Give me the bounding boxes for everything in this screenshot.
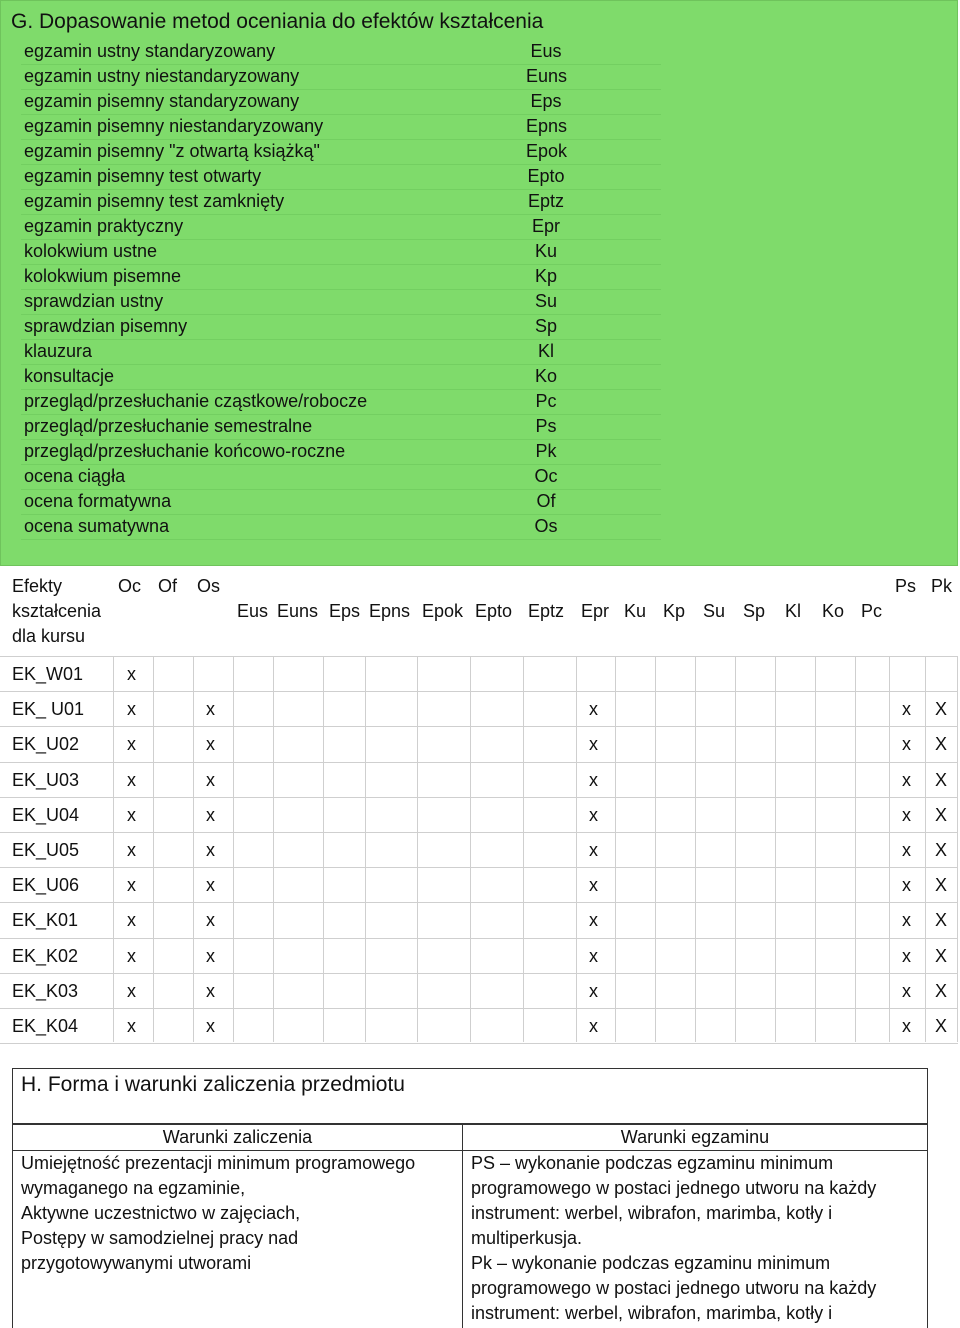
text-line: Aktywne uczestnictwo w zajęciach, [21, 1203, 301, 1223]
cell-os: x [206, 875, 215, 896]
cell-oc: x [127, 769, 136, 790]
method-name: egzamin praktyczny [24, 216, 184, 236]
method-code: Eus [530, 41, 562, 61]
cell-oc: x [127, 910, 136, 931]
header-sp: Sp [743, 601, 766, 621]
table-row [0, 797, 958, 832]
header-su: Su [703, 601, 726, 621]
header-epns: Epns [369, 601, 411, 621]
method-name: egzamin pisemny test otwarty [24, 166, 262, 186]
cell-oc: x [127, 980, 136, 1001]
cell-oc: x [127, 734, 136, 755]
method-row [21, 489, 661, 515]
method-code: Kp [534, 266, 558, 286]
method-code: Ku [534, 241, 558, 261]
row-label: EK_ U01 [12, 699, 85, 720]
cell-ps: x [902, 734, 911, 755]
cell-oc: x [127, 699, 136, 720]
method-name: przegląd/przesłuchanie semestralne [24, 416, 313, 436]
method-row [21, 114, 661, 140]
method-code: Epto [527, 166, 565, 186]
text-line: multiperkusja. [471, 1228, 583, 1248]
cell-os: x [206, 699, 215, 720]
header-of: Of [158, 576, 178, 596]
cell-oc: x [127, 840, 136, 860]
method-code: Ko [534, 366, 558, 386]
row-label: EK_K04 [12, 1016, 79, 1036]
corner-label-3: dla kursu [12, 626, 86, 646]
section-g-title: G. Dopasowanie metod oceniania do efektów kształcenia [11, 10, 544, 33]
method-row [21, 189, 661, 215]
cell-os: x [206, 910, 215, 931]
cell-epr: x [589, 804, 598, 825]
method-name: ocena formatywna [24, 491, 172, 511]
row-label: EK_K01 [12, 910, 79, 931]
header-os: Os [197, 576, 221, 596]
cell-pk: X [935, 769, 948, 790]
cell-ps: x [902, 769, 911, 790]
header-kp: Kp [663, 601, 686, 621]
warunki-zaliczenia-header: Warunki zaliczenia [13, 1125, 462, 1151]
method-name: egzamin pisemny test zamknięty [24, 191, 285, 211]
cell-oc: x [127, 1016, 136, 1036]
cell-pk: X [935, 1016, 948, 1036]
method-name: ocena ciągła [24, 466, 126, 486]
cell-pk: X [935, 804, 948, 825]
row-label: EK_U05 [12, 840, 80, 860]
row-label: EK_U02 [12, 734, 80, 755]
section-h-title: H. Forma i warunki zaliczenia przedmiotu [21, 1073, 405, 1096]
table-row [0, 1008, 958, 1043]
method-name: egzamin pisemny niestandaryzowany [24, 116, 324, 136]
text-line: PS – wykonanie podczas egzaminu minimum [471, 1153, 834, 1173]
method-name: egzamin pisemny "z otwartą książką" [24, 141, 320, 161]
method-name: kolokwium pisemne [24, 266, 182, 286]
table-row [0, 867, 958, 902]
method-row [21, 264, 661, 290]
method-row [21, 39, 661, 65]
cell-os: x [206, 840, 215, 860]
text-line: programowego w postaci jednego utworu na każdy [471, 1278, 877, 1298]
method-name: sprawdzian ustny [24, 291, 164, 311]
method-code: Os [534, 516, 558, 536]
method-row [21, 439, 661, 465]
cell-oc: x [127, 875, 136, 896]
cell-ps: x [902, 804, 911, 825]
table-row [0, 973, 958, 1008]
section-h-header [12, 1068, 928, 1124]
text-line: instrument: werbel, wibrafon, marimba, kotły i [471, 1303, 833, 1323]
method-code: Epns [526, 116, 568, 136]
assessment-grid [0, 566, 958, 1042]
header-epr: Epr [581, 601, 610, 621]
row-label: EK_U06 [12, 875, 80, 896]
header-eptz: Eptz [528, 601, 565, 621]
cell-epr: x [589, 769, 598, 790]
cell-epr: x [589, 910, 598, 931]
cell-pk: X [935, 699, 948, 720]
header-ku: Ku [624, 601, 647, 621]
warunki-egzaminu-header: Warunki egzaminu [463, 1125, 927, 1151]
text-line: wymaganego na egzaminie, [21, 1178, 246, 1198]
row-label: EK_U03 [12, 769, 80, 790]
text-line: programowego w postaci jednego utworu na każdy [471, 1178, 877, 1198]
method-code: Eps [530, 91, 562, 111]
method-row [21, 339, 661, 365]
cell-ps: x [902, 875, 911, 896]
method-name: sprawdzian pisemny [24, 316, 188, 336]
cell-epr: x [589, 840, 598, 860]
cell-pk: X [935, 875, 948, 896]
cell-os: x [206, 734, 215, 755]
method-name: klauzura [24, 341, 93, 361]
method-name: egzamin ustny niestandaryzowany [24, 66, 300, 86]
cell-ps: x [902, 980, 911, 1001]
warunki-zaliczenia-column [12, 1124, 463, 1328]
table-row [0, 656, 958, 691]
row-label: EK_K02 [12, 945, 79, 966]
text-line: Umiejętność prezentacji minimum programowego [21, 1153, 416, 1173]
warunki-egzaminu-text [463, 1151, 927, 1326]
cell-oc: x [127, 804, 136, 825]
header-epto: Epto [475, 601, 513, 621]
cell-epr: x [589, 945, 598, 966]
cell-os: x [206, 769, 215, 790]
row-label: EK_U04 [12, 804, 80, 825]
table-row [0, 691, 958, 726]
warunki-egzaminu-column [462, 1124, 928, 1328]
method-code: Pc [535, 391, 557, 411]
method-row [21, 414, 661, 440]
cell-epr: x [589, 875, 598, 896]
cell-os: x [206, 945, 215, 966]
cell-pk: X [935, 910, 948, 931]
header-eps: Eps [329, 601, 361, 621]
cell-os: x [206, 980, 215, 1001]
method-row [21, 89, 661, 115]
method-row [21, 364, 661, 390]
table-row [0, 902, 958, 937]
method-row [21, 514, 661, 540]
method-code: Kl [537, 341, 554, 361]
cell-pk: X [935, 980, 948, 1001]
method-code: Ps [535, 416, 557, 436]
method-row [21, 289, 661, 315]
cell-ps: x [902, 699, 911, 720]
header-ko: Ko [822, 601, 845, 621]
warunki-zaliczenia-text [13, 1151, 462, 1276]
method-name: egzamin ustny standaryzowany [24, 41, 276, 61]
method-name: ocena sumatywna [24, 516, 170, 536]
cell-ps: x [902, 910, 911, 931]
row-label: EK_W01 [12, 664, 84, 684]
header-pk: Pk [931, 576, 953, 596]
table-row [0, 832, 958, 867]
method-code: Epr [531, 216, 560, 236]
cell-ps: x [902, 1016, 911, 1036]
method-code: Eptz [527, 191, 565, 211]
method-name: egzamin pisemny standaryzowany [24, 91, 300, 111]
method-name: kolokwium ustne [24, 241, 158, 261]
cell-epr: x [589, 734, 598, 755]
method-code: Euns [526, 66, 568, 86]
cell-epr: x [589, 980, 598, 1001]
cell-pk: X [935, 945, 948, 966]
method-code: Sp [534, 316, 558, 336]
cell-os: x [206, 1016, 215, 1036]
cell-ps: x [902, 945, 911, 966]
table-row [0, 938, 958, 973]
header-oc: Oc [118, 576, 142, 596]
header-ps: Ps [895, 576, 917, 596]
header-kl: Kl [785, 601, 802, 621]
table-row [0, 762, 958, 797]
method-name: przegląd/przesłuchanie cząstkowe/robocze [24, 391, 368, 411]
cell-pk: X [935, 840, 948, 860]
text-line: Postępy w samodzielnej pracy nad [21, 1228, 299, 1248]
method-row [21, 214, 661, 240]
method-row [21, 389, 661, 415]
method-name: przegląd/przesłuchanie końcowo-roczne [24, 441, 346, 461]
header-epok: Epok [422, 601, 464, 621]
cell-ps: x [902, 840, 911, 860]
corner-label-2: kształcenia [12, 601, 102, 621]
row-label: EK_K03 [12, 980, 79, 1001]
cell-oc: x [127, 664, 136, 684]
corner-label-1: Efekty [12, 576, 63, 596]
table-row [0, 726, 958, 761]
method-name: konsultacje [24, 366, 115, 386]
cell-oc: x [127, 945, 136, 966]
method-code: Epok [526, 141, 568, 161]
cell-epr: x [589, 1016, 598, 1036]
cell-pk: X [935, 734, 948, 755]
method-row [21, 464, 661, 490]
method-row [21, 164, 661, 190]
method-code: Pk [535, 441, 557, 461]
method-row [21, 314, 661, 340]
method-row [21, 239, 661, 265]
method-row [21, 64, 661, 90]
section-g-methods [0, 0, 958, 566]
header-pc: Pc [861, 601, 883, 621]
text-line: instrument: werbel, wibrafon, marimba, kotły i [471, 1203, 833, 1223]
header-eus: Eus [237, 601, 269, 621]
text-line: przygotowywanymi utworami [21, 1253, 252, 1273]
method-row [21, 139, 661, 165]
method-code: Su [534, 291, 558, 311]
method-code: Of [536, 491, 556, 511]
header-euns: Euns [277, 601, 319, 621]
cell-os: x [206, 804, 215, 825]
method-code: Oc [534, 466, 558, 486]
text-line: Pk – wykonanie podczas egzaminu minimum [471, 1253, 831, 1273]
cell-epr: x [589, 699, 598, 720]
